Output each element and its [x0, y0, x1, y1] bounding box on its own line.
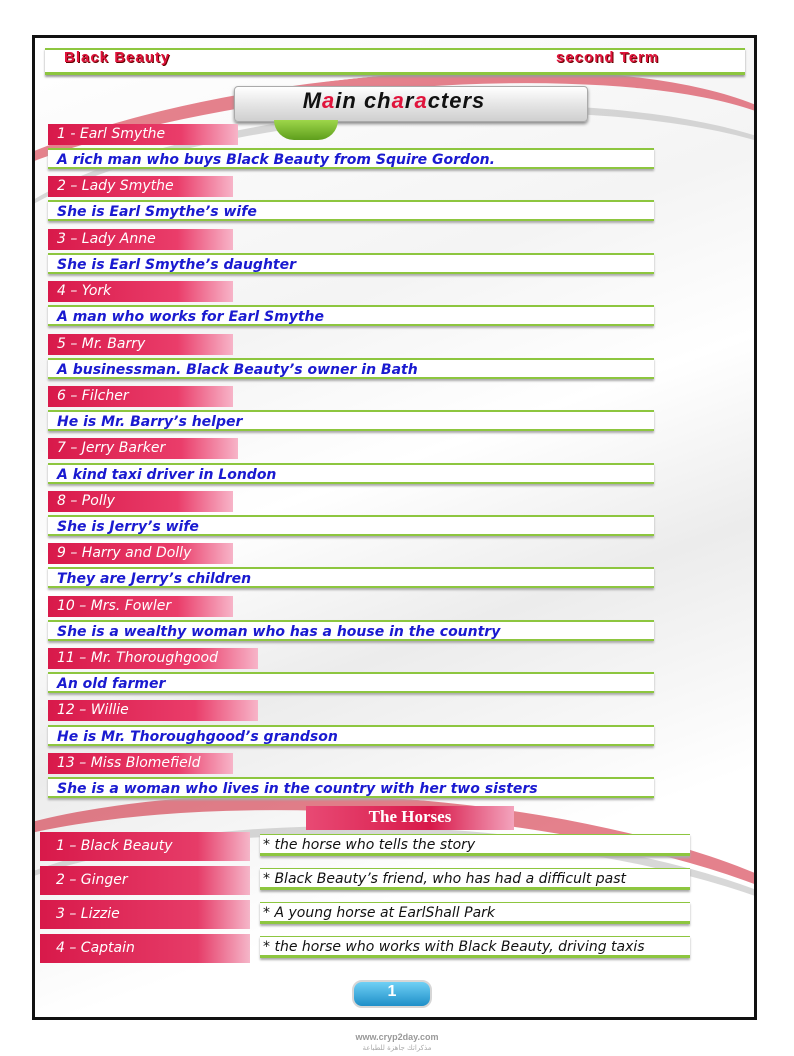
horse-description: * A young horse at EarlShall Park: [260, 902, 690, 924]
character-label: 7 – Jerry Barker: [48, 438, 238, 459]
character-label: 1 - Earl Smythe: [48, 124, 238, 145]
character-label: 5 – Mr. Barry: [48, 334, 233, 355]
character-description: She is Jerry’s wife: [48, 515, 654, 536]
character-label: 6 – Filcher: [48, 386, 233, 407]
character-description: She is a wealthy woman who has a house in the country: [48, 620, 654, 641]
footer-arabic-text: مذكراتك جاهزة للطباعة: [362, 1044, 432, 1052]
footer-url: www.cryp2day.com: [355, 1032, 439, 1042]
page-title: Main characters: [302, 88, 486, 113]
horse-name: 3 – Lizzie: [40, 900, 250, 929]
character-description: A businessman. Black Beauty’s owner in Bath: [48, 358, 654, 379]
horse-description: * Black Beauty’s friend, who has had a difficult past: [260, 868, 690, 890]
character-label: 11 – Mr. Thoroughgood: [48, 648, 258, 669]
horse-name: 4 – Captain: [40, 934, 250, 963]
header-term: second Term: [556, 49, 660, 66]
character-description: He is Mr. Thoroughgood’s grandson: [48, 725, 654, 746]
character-description: A rich man who buys Black Beauty from Squire Gordon.: [48, 148, 654, 169]
title-banner-tab: [274, 120, 338, 140]
horse-name: 1 – Black Beauty: [40, 832, 250, 861]
character-label: 10 – Mrs. Fowler: [48, 596, 233, 617]
character-label: 12 – Willie: [48, 700, 258, 721]
character-label: 4 – York: [48, 281, 233, 302]
character-label: 8 – Polly: [48, 491, 233, 512]
header-book-title: Black Beauty: [64, 49, 171, 66]
character-description: She is a woman who lives in the country with her two sisters: [48, 777, 654, 798]
horses-section-title: The Horses: [306, 806, 514, 830]
character-label: 9 – Harry and Dolly: [48, 543, 233, 564]
character-description: He is Mr. Barry’s helper: [48, 410, 654, 431]
character-label: 2 – Lady Smythe: [48, 176, 233, 197]
character-description: She is Earl Smythe’s daughter: [48, 253, 654, 274]
character-description: A kind taxi driver in London: [48, 463, 654, 484]
horse-description: * the horse who works with Black Beauty, driving taxis: [260, 936, 690, 958]
character-label: 3 – Lady Anne: [48, 229, 233, 250]
horse-description: * the horse who tells the story: [260, 834, 690, 856]
character-description: An old farmer: [48, 672, 654, 693]
page-number: 1: [387, 983, 397, 1000]
horse-name: 2 – Ginger: [40, 866, 250, 895]
character-description: They are Jerry’s children: [48, 567, 654, 588]
character-description: She is Earl Smythe’s wife: [48, 200, 654, 221]
character-description: A man who works for Earl Smythe: [48, 305, 654, 326]
character-label: 13 – Miss Blomefield: [48, 753, 233, 774]
